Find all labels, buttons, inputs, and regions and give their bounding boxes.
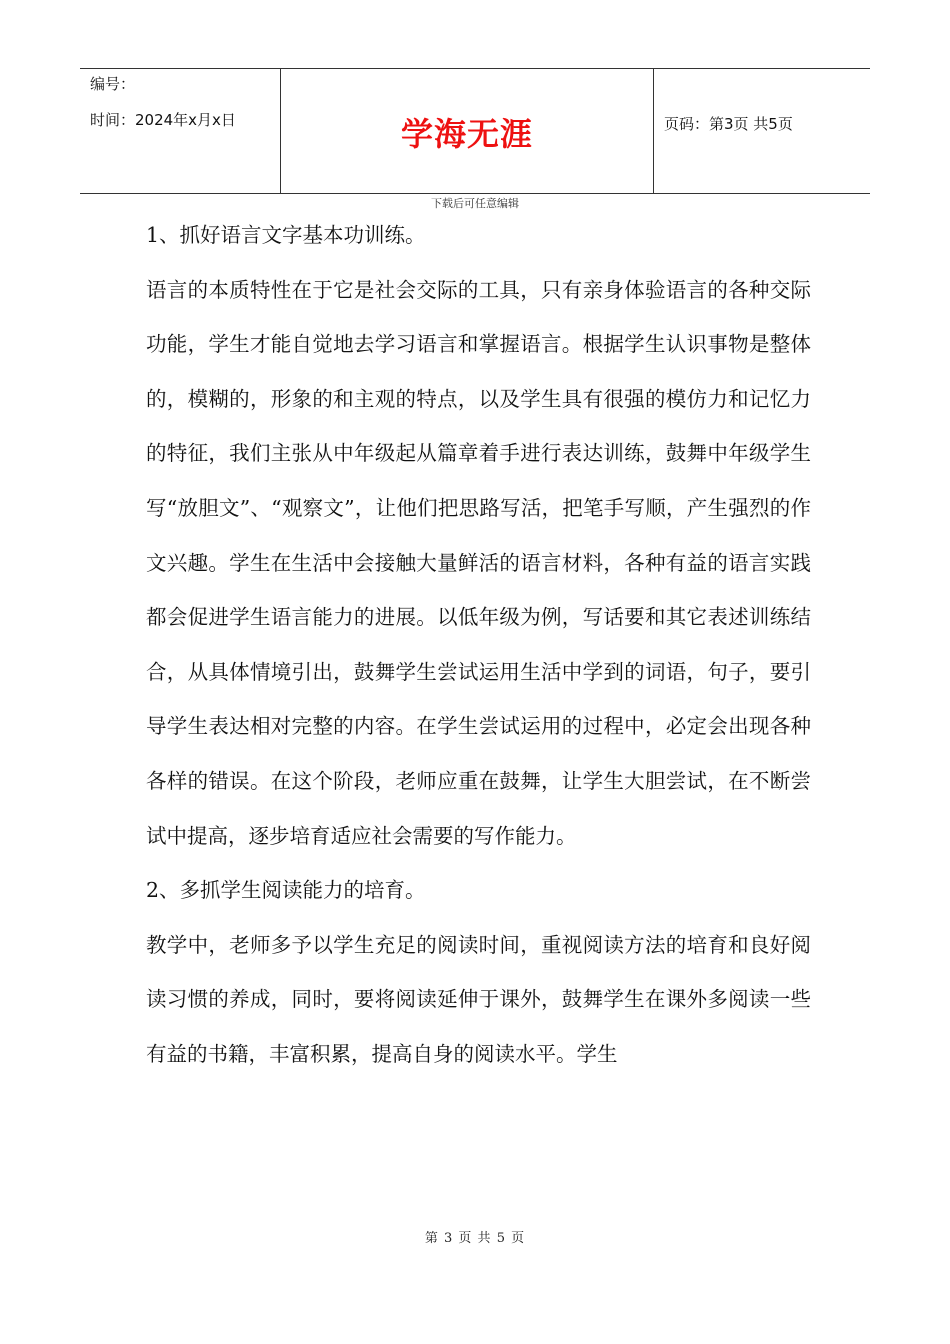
heading-paragraph: 1、抓好语言文字基本功训练。 <box>146 223 426 247</box>
edit-note: 下载后可任意编辑 <box>431 197 519 210</box>
page-number-label: 页码：第3页 共5页 <box>664 115 793 133</box>
header-center-cell <box>281 69 654 193</box>
document-body <box>146 208 811 1082</box>
document-number-label: 编号： <box>90 75 136 93</box>
header-left-cell <box>80 69 281 193</box>
brand-title: 学海无涯 <box>400 115 533 153</box>
document-time-label: 时间：2024年x月x日 <box>90 111 236 129</box>
header-right-cell <box>654 69 870 193</box>
document-header <box>80 68 870 194</box>
page-footer: 第 3 页 共 5 页 <box>424 1231 526 1246</box>
body-paragraph: 教学中，老师多予以学生充足的阅读时间，重视阅读方法的培育和良好阅读习惯的养成，同时，要将阅读延伸于课外，鼓舞学生在课外多阅读一些有益的书籍，丰富积累，提高自身的阅读水平。学生 <box>146 932 811 1066</box>
body-paragraph: 语言的本质特性在于它是社会交际的工具，只有亲身体验语言的各种交际功能，学生才能自觉地去学习语言和掌握语言。根据学生认识事物是整体的，模糊的，形象的和主观的特点，以及学生具有很强的模仿力和记忆力的特征，我们主张从中年级起从篇章着手进行表达训练，鼓舞中年级学生写“放胆文”、“观察文”，让他们把思路写活，把笔手写顺，产生强烈的作文兴趣。学生在生活中会接触大量鲜活的语言材料，各种有益的语言实践都会促进学生语言能力的进展。以低年级为例，写话要和其它表述训练结合，从具体情境引出，鼓舞学生尝试运用生活中学到的词语，句子，要引导学生表达相对完整的内容。在学生尝试运用的过程中，必定会出现各种各样的错误。在这个阶段，老师应重在鼓舞，让学生大胆尝试，在不断尝试中提高，逐步培育适应社会需要的写作能力。 <box>146 277 811 848</box>
heading-paragraph: 2、多抓学生阅读能力的培育。 <box>146 878 426 903</box>
